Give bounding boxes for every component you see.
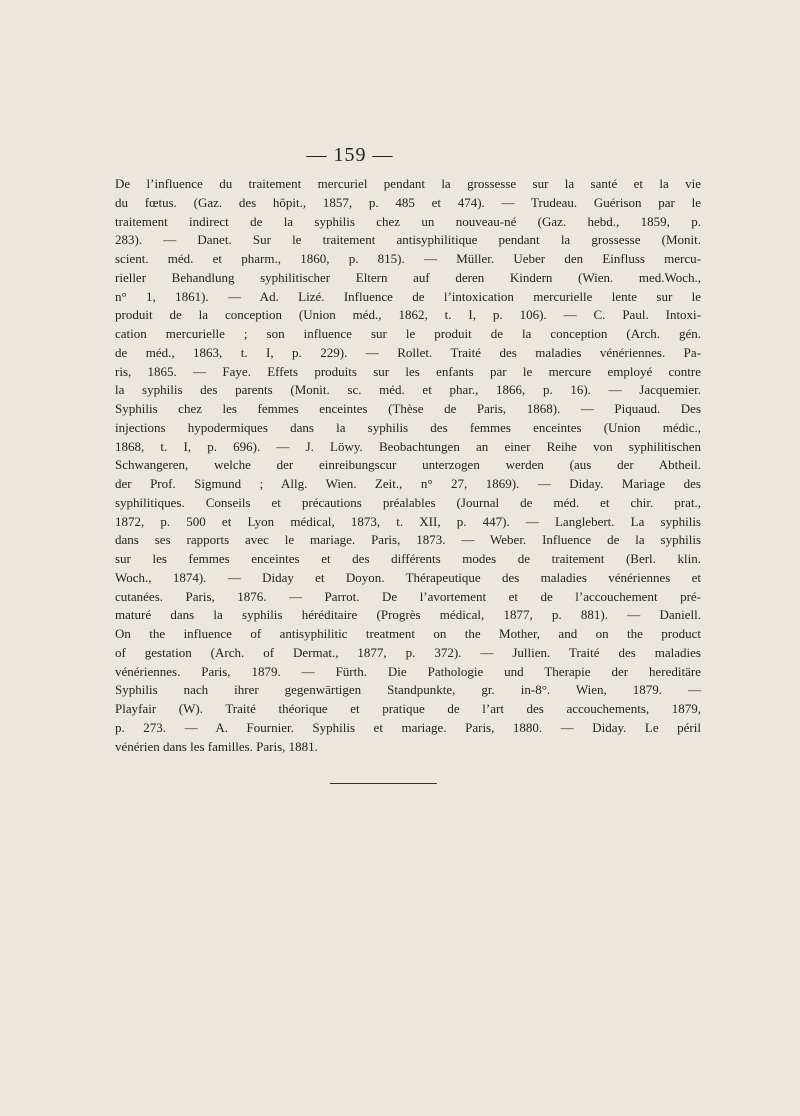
text-line: injections hypodermiques dans la syphilis des femmes enceintes (Union médic.,: [115, 419, 701, 435]
text-line: vénériennes. Paris, 1879. — Fürth. Die Pathologie und Therapie der hereditäre: [115, 663, 701, 679]
text-line: sur les femmes enceintes et des différents modes de traitement (Berl. klin.: [115, 551, 701, 566]
text-line: 1868, t. I, p. 696). — J. Löwy. Beobachtungen an einer Reihe von syphilitischen: [115, 438, 701, 454]
text-line: of gestation (Arch. of Dermat., 1877, p. 372). — Jullien. Traité des maladies: [115, 644, 701, 660]
text-line: vénérien dans les familles. Paris, 1881.: [115, 738, 318, 754]
text-line: p. 273. — A. Fournier. Syphilis et mariage. Paris, 1880. — Diday. Le péril: [115, 719, 701, 735]
text-line: Syphilis chez les femmes enceintes (Thèse de Paris, 1868). — Piquaud. Des: [115, 401, 701, 416]
text-line: Playfair (W). Traité théorique et pratique de l’art des accouchements, 1879,: [115, 701, 701, 716]
text-line: n° 1, 1861). — Ad. Lizé. Influence de l’intoxication mercurielle lente sur le: [115, 288, 701, 304]
text-line: 283). — Danet. Sur le traitement antisyphilitique pendant la grossesse (Monit.: [115, 232, 701, 248]
text-line: 1872, p. 500 et Lyon médical, 1873, t. XII, p. 447). — Langlebert. La syphilis: [115, 513, 701, 529]
text-line: Syphilis nach ihrer gegenwärtigen Standpunkte, gr. in-8°. Wien, 1879. —: [115, 682, 701, 698]
text-line: Schwangeren, welche der einreibungscur unterzogen werden (aus der Abtheil.: [115, 457, 701, 473]
text-line: syphilitiques. Conseils et précautions préalables (Journal de méd. et chir. prat.,: [115, 494, 701, 510]
text-line: maturé dans la syphilis héréditaire (Progrès médical, 1877, p. 881). — Daniell.: [115, 607, 701, 623]
text-line: la syphilis des parents (Monit. sc. méd. et phar., 1866, p. 16). — Jacquemier.: [115, 382, 701, 398]
text-line: de méd., 1863, t. I, p. 229). — Rollet. Traité des maladies vénériennes. Pa-: [115, 344, 701, 360]
text-line: der Prof. Sigmund ; Allg. Wien. Zeit., n° 27, 1869). — Diday. Mariage des: [115, 476, 701, 491]
text-line: De l’influence du traitement mercuriel pendant la grossesse sur la santé et la vie: [115, 176, 701, 191]
text-line: scient. méd. et pharm., 1860, p. 815). — Müller. Ueber den Einfluss mercu-: [115, 251, 701, 266]
text-line: du fœtus. (Gaz. des hôpit., 1857, p. 485 et 474). — Trudeau. Guérison par le: [115, 194, 701, 210]
section-divider: [330, 783, 437, 784]
text-line: cutanées. Paris, 1876. — Parrot. De l’avortement et de l’accouchement pré-: [115, 588, 701, 604]
text-line: cation mercurielle ; son influence sur le produit de la conception (Arch. gén.: [115, 326, 701, 341]
text-line: dans ses rapports avec le mariage. Paris, 1873. — Weber. Influence de la syphilis: [115, 532, 701, 548]
text-line: rieller Behandlung syphilitischer Eltern auf deren Kindern (Wien. med.Woch.,: [115, 269, 701, 285]
text-line: Woch., 1874). — Diday et Doyon. Thérapeutique des maladies vénériennes et: [115, 569, 701, 585]
page-number: — 159 —: [306, 144, 394, 166]
text-line: produit de la conception (Union méd., 1862, t. I, p. 106). — C. Paul. Intoxi-: [115, 307, 701, 323]
bibliography-paragraph: [115, 175, 701, 756]
text-line: On the influence of antisyphilitic treatment on the Mother, and on the product: [115, 626, 701, 641]
text-line: traitement indirect de la syphilis chez un nouveau-né (Gaz. hebd., 1859, p.: [115, 213, 701, 229]
text-line: ris, 1865. — Faye. Effets produits sur les enfants par le mercure employé contre: [115, 363, 701, 379]
